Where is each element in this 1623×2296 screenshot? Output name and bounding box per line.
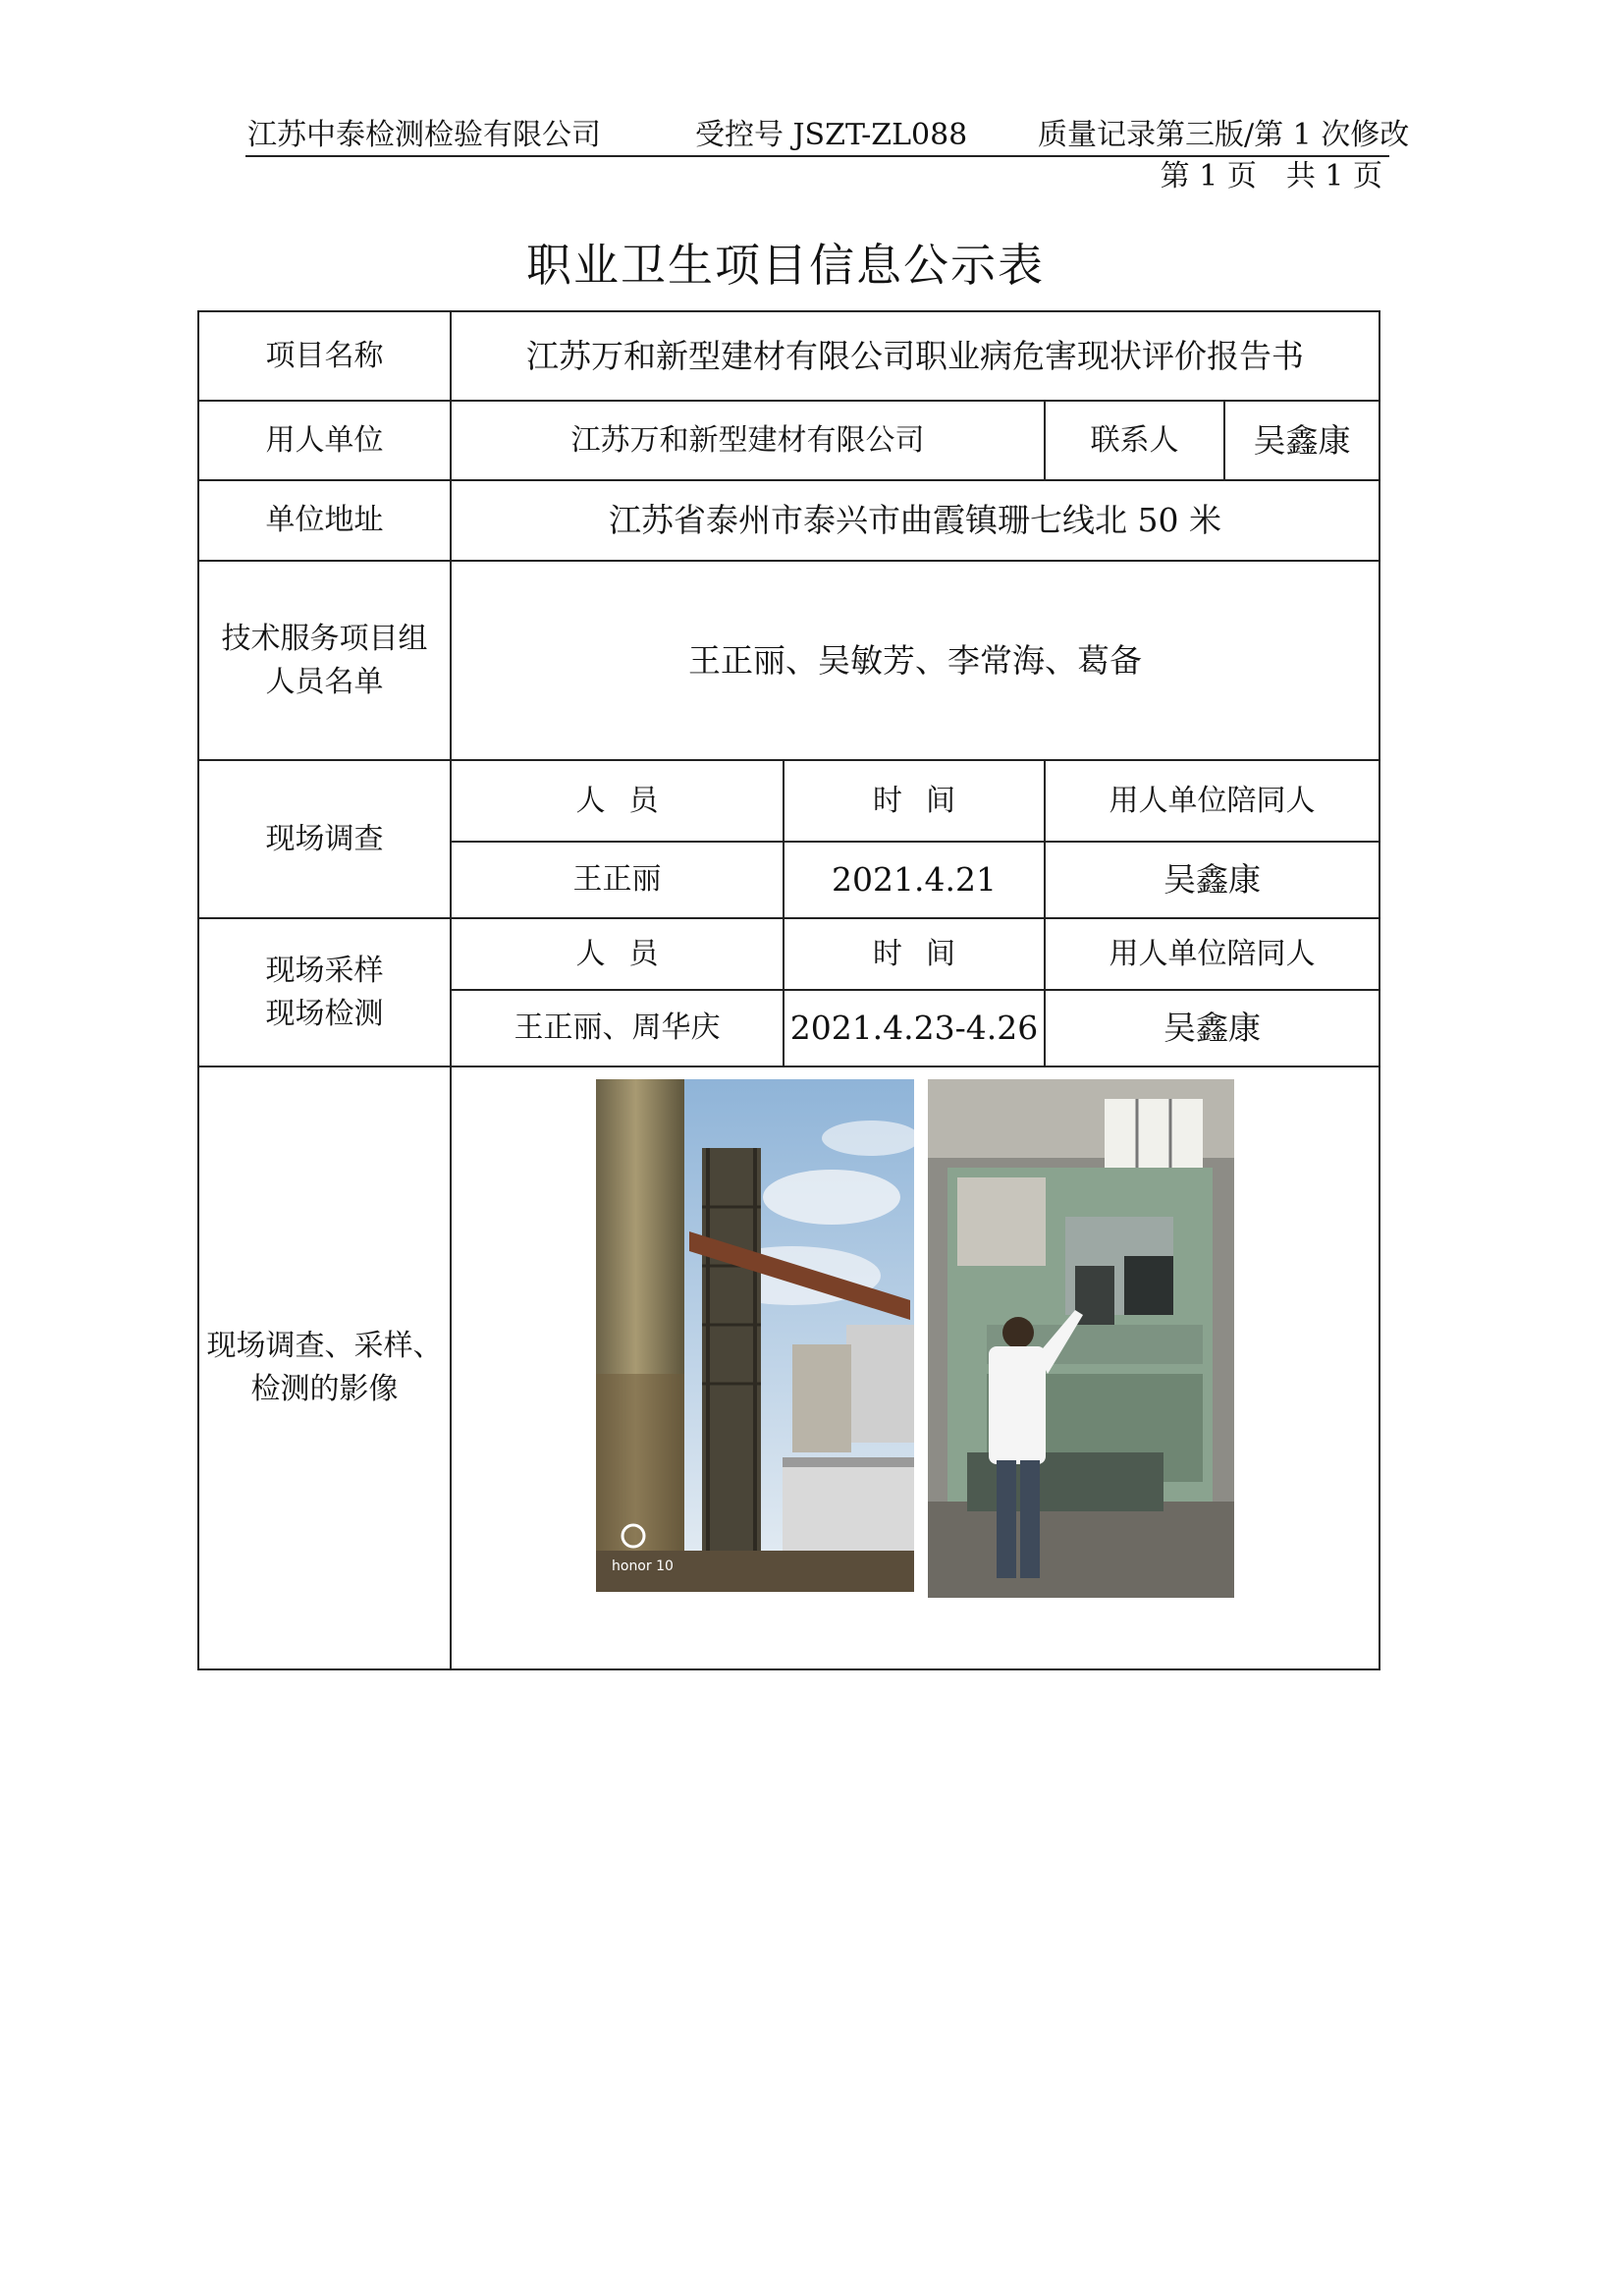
images-cell <box>451 1066 1380 1669</box>
team-label <box>198 561 451 760</box>
images-label-line1: 现场调查、采样、 <box>206 1329 443 1363</box>
team-label-line1: 技术服务项目组 <box>221 621 428 656</box>
employer-value: 江苏万和新型建材有限公司 <box>451 401 1045 480</box>
page-current: 第 1 页 <box>1160 159 1257 193</box>
sampling-time: 2021.4.23-4.26 <box>784 990 1045 1066</box>
header-company: 江苏中泰检测检验有限公司 <box>247 118 601 152</box>
project-name-label: 项目名称 <box>198 311 451 401</box>
employer-label: 用人单位 <box>198 401 451 480</box>
sampling-label-line1: 现场采样 <box>265 953 384 988</box>
page-info <box>1129 157 1382 196</box>
survey-person: 王正丽 <box>451 842 784 918</box>
survey-time: 2021.4.21 <box>784 842 1045 918</box>
row-address <box>198 480 1380 561</box>
info-table <box>197 310 1380 1670</box>
sampling-col-person: 人员 <box>451 918 784 990</box>
team-label-line2: 人员名单 <box>265 664 384 699</box>
row-images <box>198 1066 1380 1669</box>
images-label-line2: 检测的影像 <box>250 1372 399 1406</box>
row-team <box>198 561 1380 760</box>
sampling-person: 王正丽、周华庆 <box>451 990 784 1066</box>
page-total: 共 1 页 <box>1285 159 1382 193</box>
survey-col-time: 时间 <box>784 760 1045 842</box>
header-record-version: 质量记录第三版/第 1 次修改 <box>1038 118 1410 152</box>
sampling-label-line2: 现场检测 <box>265 996 384 1031</box>
sampling-escort: 吴鑫康 <box>1045 990 1380 1066</box>
address-value: 江苏省泰州市泰兴市曲霞镇珊七线北 50 米 <box>451 480 1380 561</box>
row-employer <box>198 401 1380 480</box>
header-control-number: 受控号 JSZT-ZL088 <box>695 118 968 152</box>
address-label: 单位地址 <box>198 480 451 561</box>
machine-photo <box>928 1079 1234 1598</box>
project-name-value: 江苏万和新型建材有限公司职业病危害现状评价报告书 <box>451 311 1380 401</box>
contact-value: 吴鑫康 <box>1224 401 1380 480</box>
row-sampling-header <box>198 918 1380 990</box>
photos-container <box>452 1079 1379 1657</box>
worker-head <box>1002 1317 1034 1348</box>
chimney-photo <box>596 1079 914 1592</box>
sampling-col-escort: 用人单位陪同人 <box>1045 918 1380 990</box>
images-label <box>198 1066 451 1669</box>
contact-label: 联系人 <box>1045 401 1224 480</box>
row-project-name <box>198 311 1380 401</box>
document-title: 职业卫生项目信息公示表 <box>526 239 1045 292</box>
survey-col-person: 人员 <box>451 760 784 842</box>
sampling-col-time: 时间 <box>784 918 1045 990</box>
survey-escort: 吴鑫康 <box>1045 842 1380 918</box>
photo-watermark: honor 10 <box>612 1558 674 1574</box>
team-value: 王正丽、吴敏芳、李常海、葛备 <box>451 561 1380 760</box>
survey-col-escort: 用人单位陪同人 <box>1045 760 1380 842</box>
survey-label: 现场调查 <box>198 760 451 918</box>
row-survey-header <box>198 760 1380 842</box>
sampling-label <box>198 918 451 1066</box>
